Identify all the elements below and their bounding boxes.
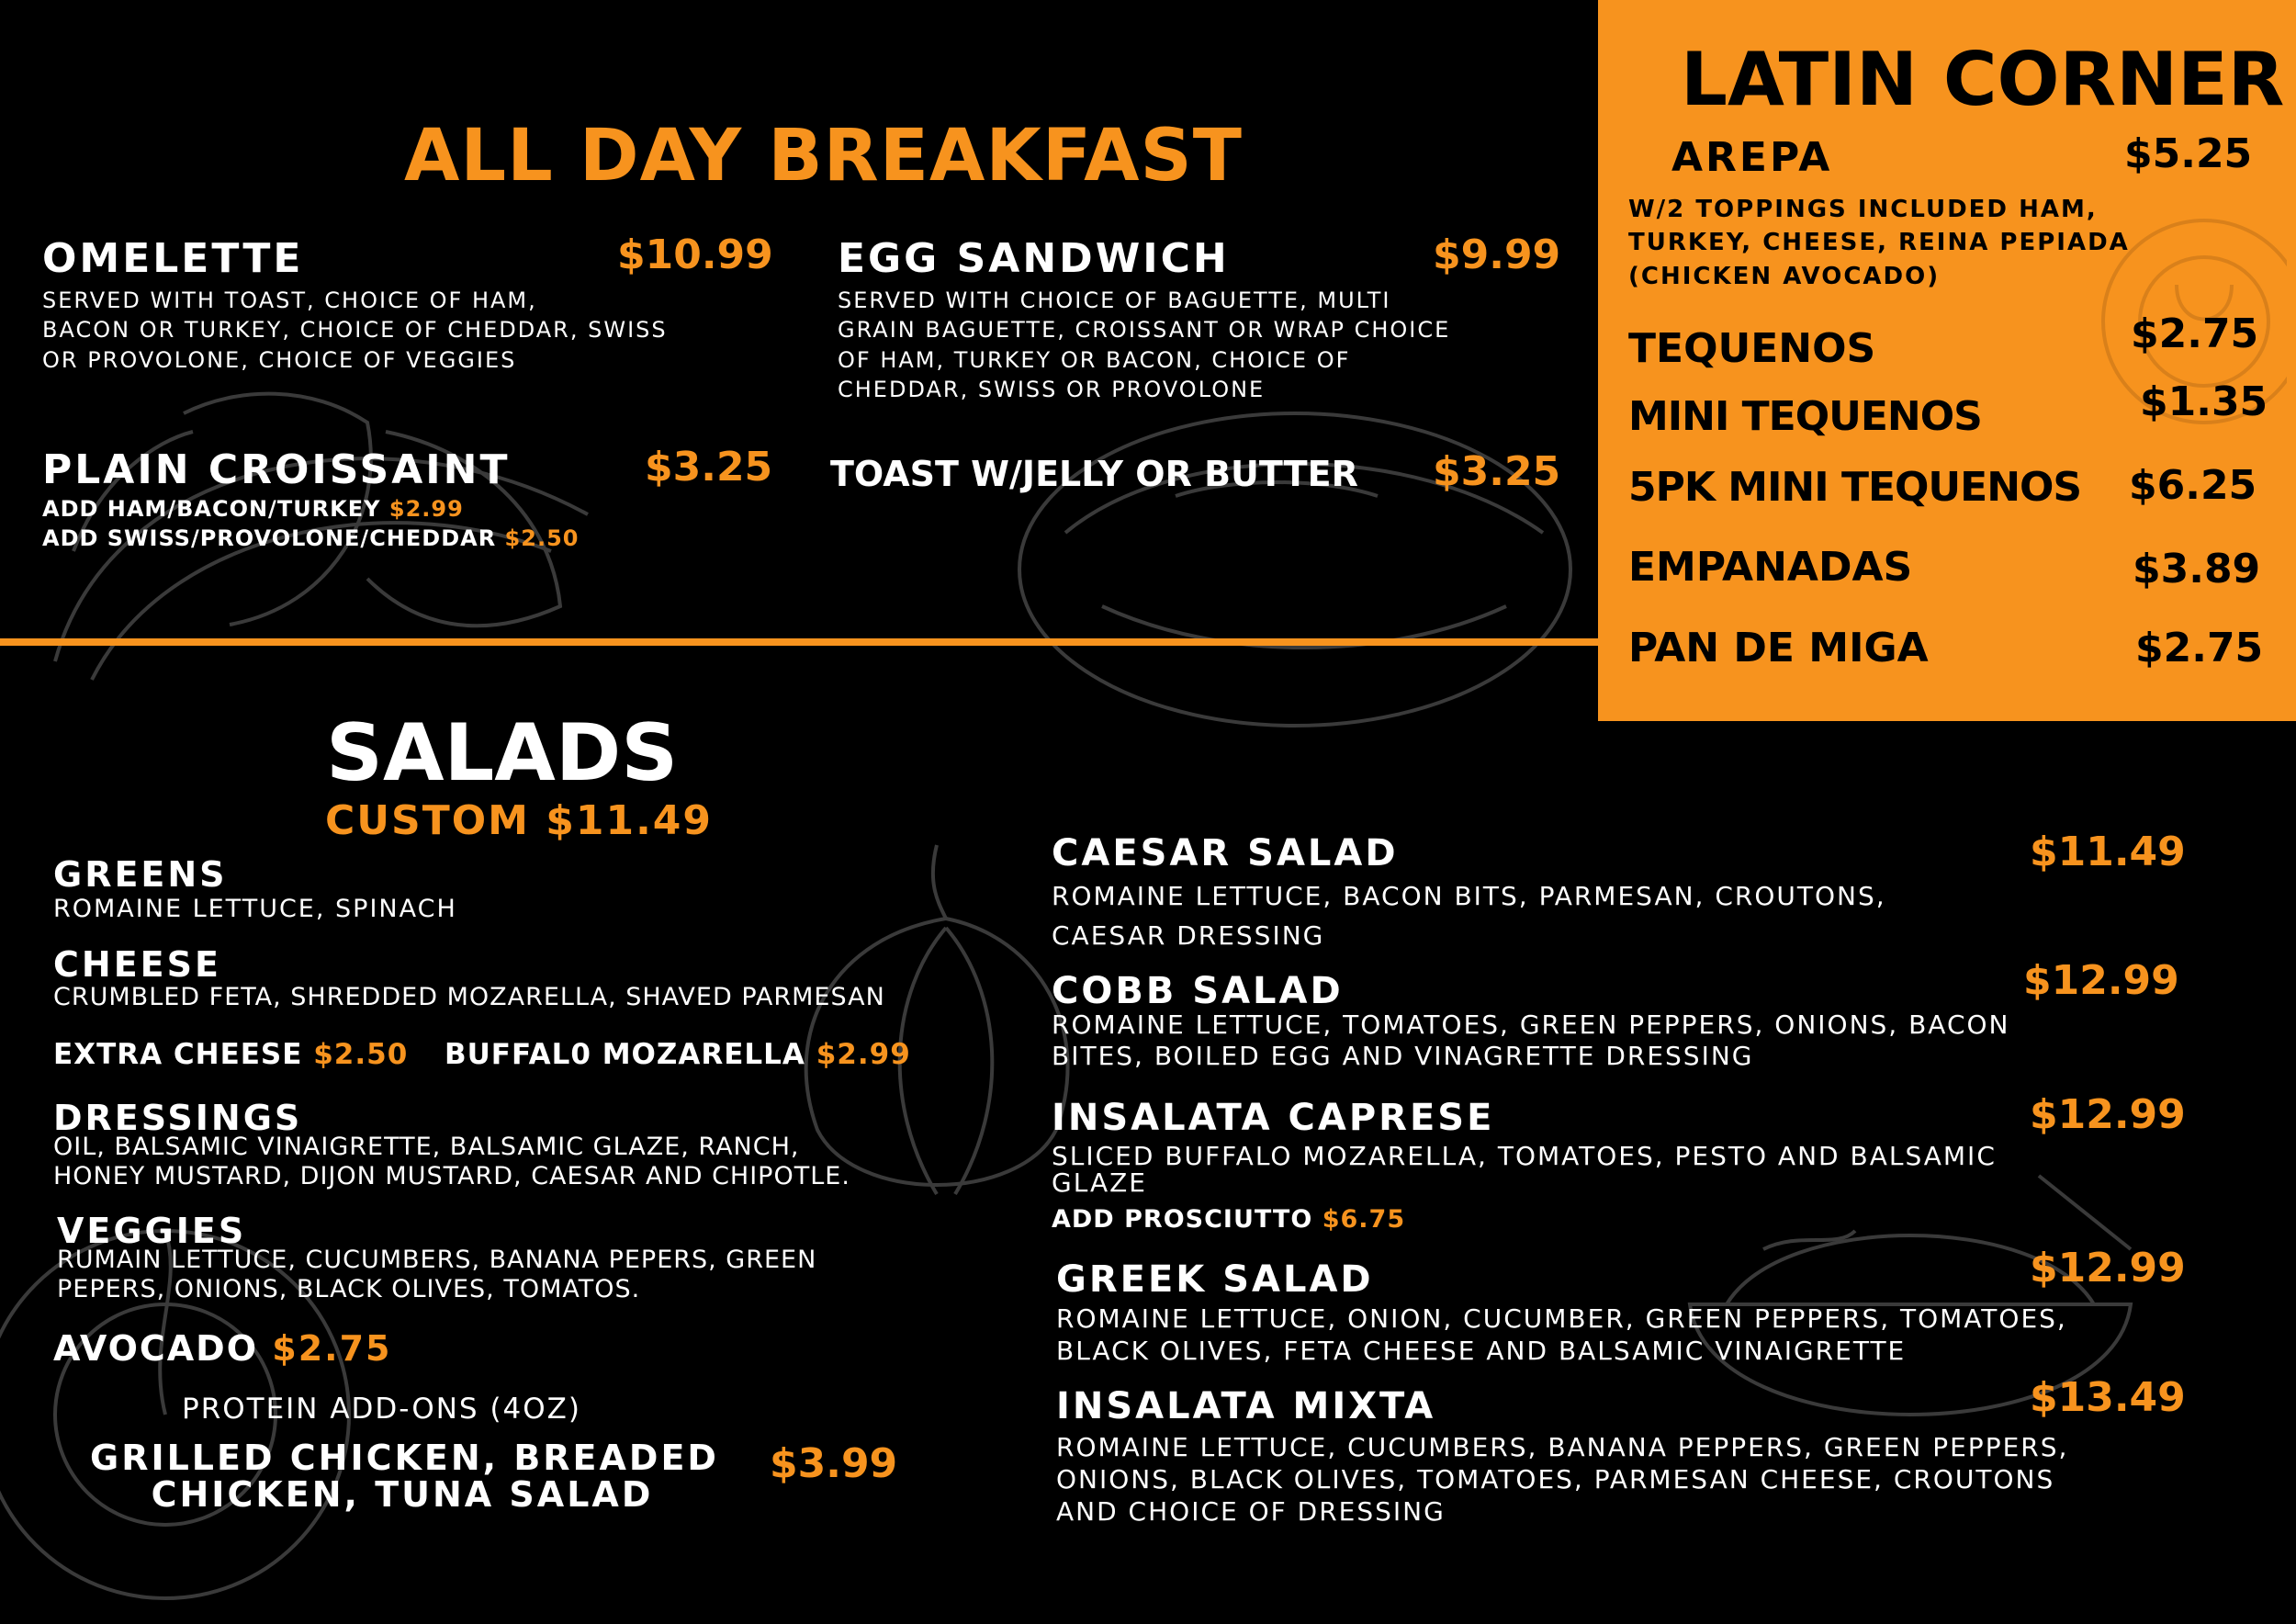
caprese-price: $12.99 [2030, 1091, 2186, 1138]
cobb-description [1052, 1009, 2010, 1071]
veggies-heading: VEGGIES [57, 1211, 247, 1251]
protein-options [90, 1438, 719, 1515]
latin-item-name: TEQUENOS [1628, 325, 1876, 372]
latin-item-name: 5PK MINI TEQUENOS [1628, 464, 2082, 511]
omelette-desc-line: SERVED WITH TOAST, CHOICE OF HAM, [42, 288, 537, 313]
croissant-addon-2-label: ADD SWISS/PROVOLONE/CHEDDAR [42, 525, 497, 551]
egg-sandwich-description [838, 286, 1450, 405]
croissant-name: PLAIN CROISSAINT [42, 446, 511, 493]
caesar-desc-line: ROMAINE LETTUCE, BACON BITS, PARMESAN, CROUTONS, [1052, 881, 1886, 911]
mixta-desc-line: ONIONS, BLACK OLIVES, TOMATOES, PARMESAN CHEESE, CROUTONS [1056, 1464, 2055, 1494]
arepa-description [1628, 193, 2130, 293]
buffalo-mozarella-price: $2.99 [816, 1038, 911, 1071]
buffalo-mozarella-row [445, 1038, 911, 1071]
croissant-addon-2-price: $2.50 [504, 525, 580, 551]
arepa-name: AREPA [1671, 134, 1833, 181]
dressings-desc-line: OIL, BALSAMIC VINAIGRETTE, BALSAMIC GLAZE, RANCH, [53, 1133, 800, 1161]
latin-item-price: $2.75 [2135, 625, 2264, 671]
latin-item-name: EMPANADAS [1628, 544, 1913, 591]
egg-sandwich-desc-line: CHEDDAR, SWISS OR PROVOLONE [838, 377, 1266, 403]
omelette-description [42, 286, 668, 375]
greens-heading: GREENS [53, 854, 228, 895]
cobb-name: COBB SALAD [1052, 970, 1344, 1012]
cheese-description: CRUMBLED FETA, SHREDDED MOZARELLA, SHAVED PARMESAN [53, 983, 885, 1011]
egg-sandwich-desc-line: OF HAM, TURKEY OR BACON, CHOICE OF [838, 346, 1351, 373]
omelette-desc-line: BACON OR TURKEY, CHOICE OF CHEDDAR, SWISS [42, 317, 668, 344]
toast-price: $3.25 [1433, 448, 1561, 495]
latin-item-name: PAN DE MIGA [1628, 625, 1929, 671]
mixta-desc-line: ROMAINE LETTUCE, CUCUMBERS, BANANA PEPPERS, GREEN PEPPERS, [1056, 1432, 2069, 1462]
latin-item-price: $3.89 [2133, 546, 2261, 592]
mixta-desc-line: AND CHOICE OF DRESSING [1056, 1496, 1446, 1527]
protein-price: $3.99 [770, 1440, 898, 1487]
caesar-price: $11.49 [2030, 829, 2186, 875]
omelette-price: $10.99 [617, 231, 773, 278]
mixta-price: $13.49 [2030, 1374, 2186, 1421]
cobb-desc-line: BITES, BOILED EGG AND VINAGRETTE DRESSING [1052, 1040, 1754, 1071]
protein-heading: PROTEIN ADD-ONS (4OZ) [182, 1393, 582, 1426]
arepa-price: $5.25 [2124, 130, 2253, 177]
extra-cheese-row [53, 1038, 408, 1071]
egg-sandwich-name: EGG SANDWICH [838, 235, 1230, 282]
dressings-heading: DRESSINGS [53, 1098, 303, 1138]
avocado-price: $2.75 [272, 1328, 392, 1369]
mixta-description [1056, 1431, 2068, 1528]
protein-options-line: CHICKEN, TUNA SALAD [151, 1473, 654, 1515]
croissant-addon-2 [42, 525, 579, 551]
veggies-desc-line: RUMAIN LETTUCE, CUCUMBERS, BANANA PEPERS, GREEN [57, 1246, 817, 1274]
croissant-addon-1-price: $2.99 [388, 496, 464, 522]
latin-corner-panel [1598, 0, 2296, 721]
caprese-addon-label: ADD PROSCIUTTO [1052, 1205, 1313, 1234]
caprese-addon-price: $6.75 [1322, 1205, 1406, 1234]
caesar-name: CAESAR SALAD [1052, 832, 1399, 874]
cobb-price: $12.99 [2023, 957, 2179, 1004]
veggies-desc-line: PEPERS, ONIONS, BLACK OLIVES, TOMATOS. [57, 1275, 641, 1304]
section-divider [0, 638, 1598, 646]
salads-title: SALADS [326, 707, 679, 799]
breakfast-title: ALL DAY BREAKFAST [404, 115, 1243, 197]
latin-item-price: $2.75 [2131, 310, 2259, 357]
caprese-desc-line: SLICED BUFFALO MOZARELLA, TOMATOES, PESTO AND BALSAMIC [1052, 1141, 1997, 1171]
caesar-desc-line: CAESAR DRESSING [1052, 920, 1325, 952]
latin-item-price: $1.35 [2140, 378, 2268, 425]
croissant-addon-1 [42, 496, 464, 522]
dressings-desc-line: HONEY MUSTARD, DIJON MUSTARD, CAESAR AND CHIPOTLE. [53, 1162, 850, 1191]
caprese-name: INSALATA CAPRESE [1052, 1097, 1495, 1139]
latin-corner-title: LATIN CORNER [1681, 37, 2285, 122]
egg-sandwich-desc-line: SERVED WITH CHOICE OF BAGUETTE, MULTI [838, 288, 1391, 313]
greek-name: GREEK SALAD [1056, 1258, 1374, 1301]
croissant-addon-1-label: ADD HAM/BACON/TURKEY [42, 496, 381, 522]
caesar-description [1052, 876, 1886, 956]
croissant-price: $3.25 [645, 444, 773, 491]
greek-price: $12.99 [2030, 1245, 2186, 1291]
egg-sandwich-desc-line: GRAIN BAGUETTE, CROISSANT OR WRAP CHOICE [838, 317, 1451, 344]
caprese-addon [1052, 1205, 1405, 1234]
arepa-desc-line: TURKEY, CHEESE, REINA PEPIADA [1628, 229, 2130, 257]
egg-sandwich-price: $9.99 [1433, 231, 1561, 278]
greens-description: ROMAINE LETTUCE, SPINACH [53, 895, 457, 923]
cheese-heading: CHEESE [53, 944, 221, 985]
toast-name: TOAST W/JELLY OR BUTTER [830, 454, 1358, 494]
extra-cheese-price: $2.50 [313, 1038, 409, 1071]
omelette-name: OMELETTE [42, 235, 304, 282]
salads-custom-price: CUSTOM $11.49 [325, 797, 714, 844]
cobb-desc-line: ROMAINE LETTUCE, TOMATOES, GREEN PEPPERS, ONIONS, BACON [1052, 1009, 2010, 1040]
greek-desc-line: ROMAINE LETTUCE, ONION, CUCUMBER, GREEN PEPPERS, TOMATOES, [1056, 1303, 2067, 1334]
avocado-row [53, 1328, 391, 1369]
latin-item-name: MINI TEQUENOS [1628, 393, 1982, 440]
arepa-desc-line: W/2 TOPPINGS INCLUDED HAM, [1628, 196, 2098, 223]
buffalo-mozarella-label: BUFFAL0 MOZARELLA [445, 1038, 805, 1071]
veggies-description [57, 1246, 816, 1305]
caprese-description [1052, 1143, 1997, 1197]
latin-item-price: $6.25 [2129, 462, 2257, 509]
mixta-name: INSALATA MIXTA [1056, 1385, 1436, 1427]
protein-options-line: GRILLED CHICKEN, BREADED [90, 1438, 719, 1478]
caprese-desc-line: GLAZE [1052, 1167, 1147, 1199]
dressings-description [53, 1133, 850, 1192]
extra-cheese-label: EXTRA CHEESE [53, 1038, 303, 1071]
avocado-label: AVOCADO [53, 1328, 259, 1369]
arepa-desc-line: (CHICKEN AVOCADO) [1628, 262, 1941, 290]
greek-desc-line: BLACK OLIVES, FETA CHEESE AND BALSAMIC VINAIGRETTE [1056, 1336, 1907, 1366]
greek-description [1056, 1303, 2067, 1367]
omelette-desc-line: OR PROVOLONE, CHOICE OF VEGGIES [42, 346, 517, 373]
